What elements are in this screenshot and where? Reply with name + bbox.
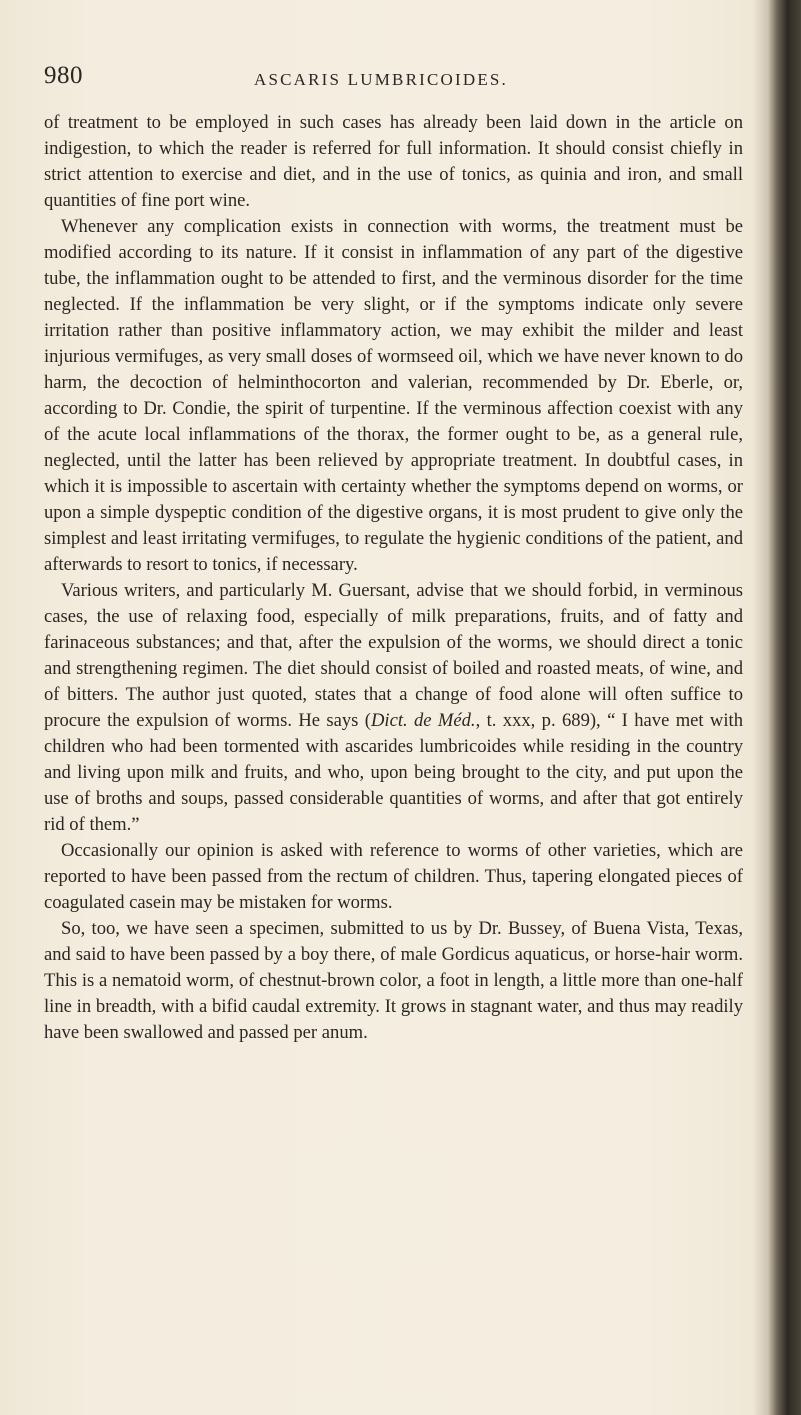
paragraph-2: Whenever any complication exists in connection with worms, the treatment must be modified according to its nature. If it consist in inflammation of any part of the digestive tube, the inflammation ought to be attended to first, and the verminous disorder for the time neglected. If the inflammation be very slight, or if the symptoms indicate only severe irritation rather than positive inflammatory action, we may exhibit the milder and least injurious vermifuges, as very small doses of wormseed oil, which we have never known to do harm, the decoction of helminthocorton and valerian, recommended by Dr. Eberle, or, according to Dr. Condie, the spirit of turpentine. If the verminous affection coexist with any of the acute local inflammations of the thorax, the former ought to be, as a general rule, neglected, until the latter has been relieved by appropriate treatment. In doubtful cases, in which it is impossible to ascertain with certainty whether the symptoms depend on worms, or upon a simple dyspeptic condition of the digestive organs, it is most prudent to give only the simplest and least irritating vermifuges, to regulate the hygienic conditions of the patient, and afterwards to resort to tonics, if necessary. — [44, 216, 743, 575]
citation-italic: Dict. de Méd. — [370, 710, 476, 731]
body-text — [44, 110, 743, 1046]
page-header — [44, 62, 744, 96]
page-edge — [767, 0, 801, 1415]
paragraph-3-after: , t. xxx, p. 689), “ I have met with children who had been tormented with ascarides lumbricoides while residing in the country and living upon milk and fruits, and who, upon being brought to the city, and put upon the use of broths and soups, passed considerable quantities of worms, and after that got entirely rid of them.” — [44, 710, 743, 835]
paragraph-5: So, too, we have seen a specimen, submitted to us by Dr. Bussey, of Buena Vista, Texas, and said to have been passed by a boy there, of male Gordicus aquaticus, or horse-hair worm. This is a nematoid worm, of chestnut-brown color, a foot in length, a little more than one-half line in breadth, with a bifid caudal extremity. It grows in stagnant water, and thus may readily have been swallowed and passed per anum. — [44, 918, 743, 1043]
paragraph-3-before: Various writers, and particularly M. Guersant, advise that we should forbid, in verminous cases, the use of relaxing food, especially of milk preparations, fruits, and of fatty and farinaceous substances; and that, after the expulsion of the worms, we should direct a tonic and strengthening regimen. The diet should consist of boiled and roasted meats, of wine, and of bitters. The author just quoted, states that a change of food alone will often suffice to procure the expulsion of worms. He says ( — [44, 580, 743, 731]
paragraph-4: Occasionally our opinion is asked with reference to worms of other varieties, which are reported to have been passed from the rectum of children. Thus, tapering elongated pieces of coagulated casein may be mistaken for worms. — [44, 840, 743, 913]
paragraph-1: of treatment to be employed in such cases has already been laid down in the article on indigestion, to which the reader is referred for full information. It should consist chiefly in strict attention to exercise and diet, and in the use of tonics, as quinia and iron, and small quantities of fine port wine. — [44, 112, 743, 211]
page-number: 980 — [44, 62, 83, 89]
running-head: ASCARIS LUMBRICOIDES. — [254, 70, 509, 89]
paragraph-3 — [44, 578, 743, 838]
gutter-shadow — [753, 0, 767, 1415]
